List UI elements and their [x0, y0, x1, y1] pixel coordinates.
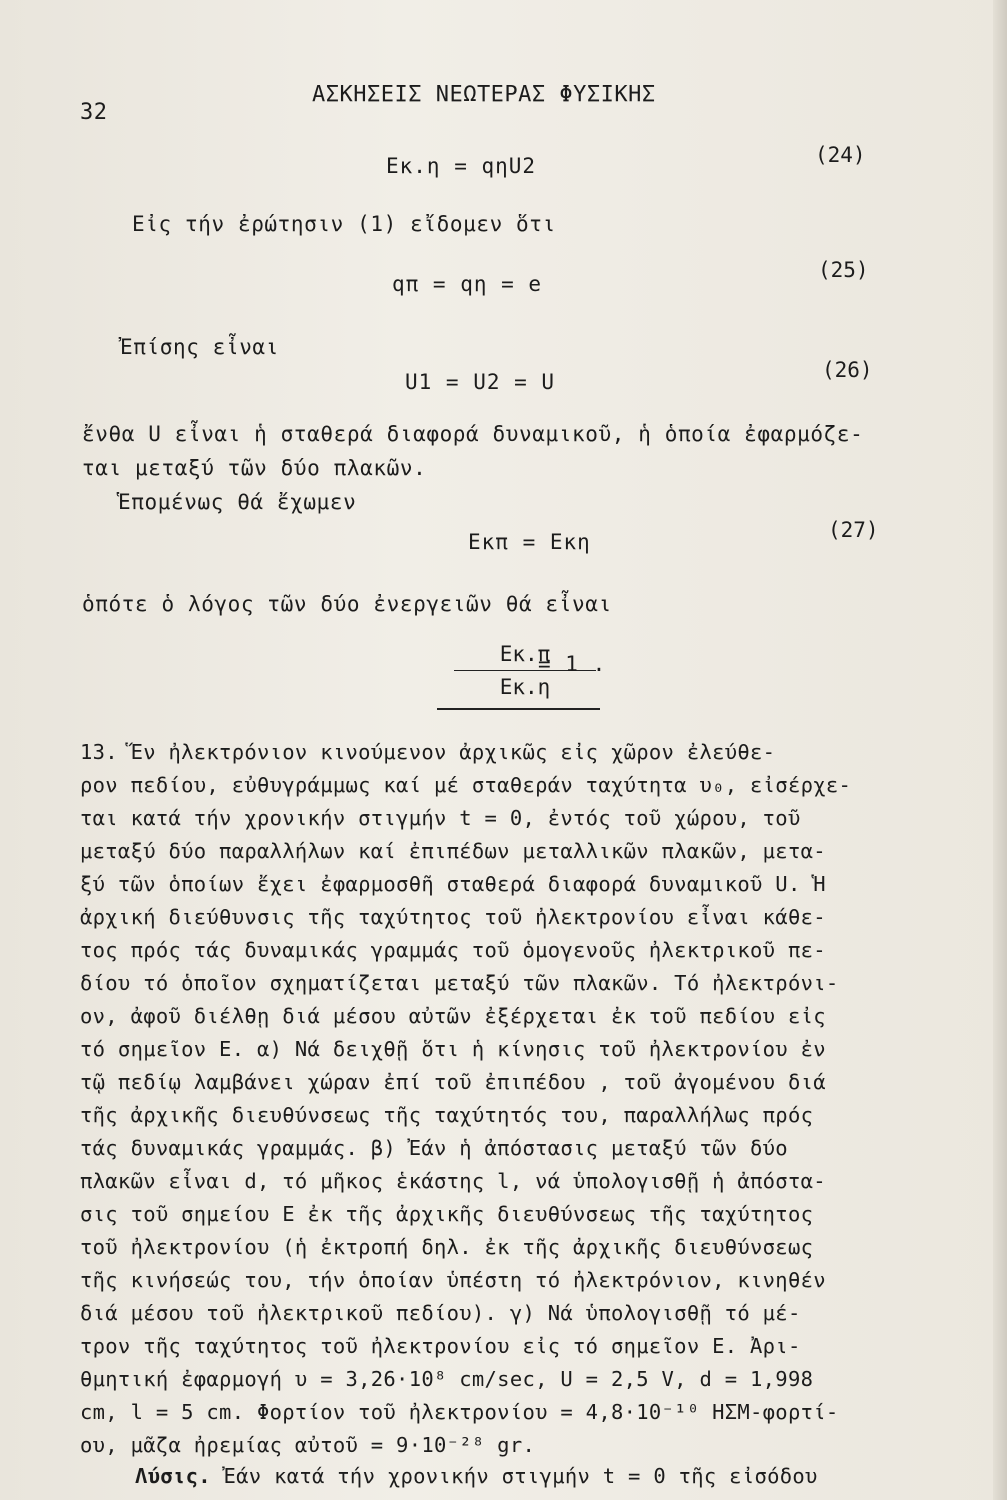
problem-line: τῷ πεδίῳ λαμβάνει χώραν ἐπί τοῦ ἐπιπέδου , τοῦ ἀγομένου διά — [80, 1070, 826, 1094]
page-number: 32 — [80, 100, 108, 125]
problem-line: τρον τῆς ταχύτητος τοῦ ἠλεκτρονίου εἰς τό σημεῖον Ε. Ἀρι- — [80, 1334, 801, 1358]
fraction-numerator: Eκ.π — [499, 642, 551, 666]
problem-line: ρον πεδίου, εὐθυγράμμως καί μέ σταθεράν ταχύτητα υ₀, εἰσέρχε- — [80, 773, 852, 797]
text-line-between-plates: ται μεταξύ τῶν δύο πλακῶν. — [82, 456, 427, 480]
solution-label: Λύσις. — [135, 1464, 211, 1488]
page-edge-shadow — [993, 0, 1007, 1500]
problem-line: τάς δυναμικάς γραμμάς. β) Ἐάν ἡ ἀπόστασις μεταξύ τῶν δύο — [80, 1136, 788, 1160]
solution-start — [135, 1464, 995, 1488]
problem-line: πλακῶν εἶναι d, τό μῆκος ἑκάστης l, νά ὑπολογισθῇ ἡ ἀπόστα- — [80, 1169, 826, 1193]
problem-line: ἀρχική διεύθυνσις τῆς ταχύτητος τοῦ ἠλεκτρονίου εἶναι κάθε- — [80, 905, 826, 929]
ratio-result: = 1 . — [538, 652, 607, 676]
text-line-also: Ἐπίσης εἶναι — [120, 335, 279, 359]
equation-24: Eκ.η = qηU2 — [386, 154, 537, 178]
problem-line: τό σημεῖον Ε. α) Νά δειχθῇ ὅτι ἡ κίνησις τοῦ ἠλεκτρονίου ἐν — [80, 1037, 826, 1061]
text-line-ratio-intro: ὁπότε ὁ λόγος τῶν δύο ἐνεργειῶν θά εἶναι — [82, 592, 612, 616]
problem-line: 13. Ἕν ἠλεκτρόνιον κινούμενον ἀρχικῶς εἰς χῶρον ἐλεύθε- — [80, 740, 776, 764]
problem-line: ον, ἀφοῦ διέλθῃ διά μέσου αὐτῶν ἐξέρχεται ἐκ τοῦ πεδίου εἰς — [80, 1004, 826, 1028]
running-title: ΑΣΚΗΣΕΙΣ ΝΕΩΤΕΡΑΣ ΦΥΣΙΚΗΣ — [312, 82, 656, 107]
problem-line: σις τοῦ σημείου Ε ἐκ τῆς ἀρχικῆς διευθύνσεως τῆς ταχύτητος — [80, 1202, 814, 1226]
equation-number-27: (27) — [828, 518, 879, 542]
section-divider — [437, 708, 600, 710]
text-line-where-u: ἔνθα U εἶναι ἡ σταθερά διαφορά δυναμικοῦ, ἡ ὁποία ἐφαρμόζε- — [82, 422, 864, 446]
problem-line: τῆς ἀρχικῆς διευθύνσεως τῆς ταχύτητός του, παραλλήλως πρός — [80, 1103, 814, 1127]
equation-25: qπ = qη = e — [392, 272, 543, 296]
fraction-denominator: Eκ.η — [499, 675, 551, 699]
equation-27: Eκπ = Eκη — [468, 530, 591, 554]
problem-line: ξύ τῶν ὁποίων ἔχει ἐφαρμοσθῆ σταθερά διαφορά δυναμικοῦ U. Ἡ — [80, 872, 826, 896]
problem-line: δίου τό ὁποῖον σχηματίζεται μεταξύ τῶν πλακῶν. Τό ἠλεκτρόνι- — [80, 971, 839, 995]
problem-line: μεταξύ δύο παραλλήλων καί ἐπιπέδων μεταλλικῶν πλακῶν, μετα- — [80, 839, 826, 863]
text-line-therefore: Ἑπομένως θά ἔχωμεν — [118, 490, 357, 514]
problem-line: διά μέσου τοῦ ἠλεκτρικοῦ πεδίου). γ) Νά ὑπολογισθῇ τό μέ- — [80, 1301, 801, 1325]
problem-line: τος πρός τάς δυναμικάς γραμμάς τοῦ ὁμογενοῦς ἠλεκτρικοῦ πε- — [80, 938, 826, 962]
problem-line: τῆς κινήσεώς του, τήν ὁποίαν ὑπέστη τό ἠλεκτρόνιον, κινηθέν — [80, 1268, 826, 1292]
equation-26: U1 = U2 = U — [405, 370, 556, 394]
problem-line: θμητική ἐφαρμογή υ = 3,26·10⁸ cm/sec, U = 2,5 V, d = 1,998 — [80, 1367, 814, 1391]
equation-number-26: (26) — [822, 358, 873, 382]
problem-line: ται κατά τήν χρονικήν στιγμήν t = 0, ἐντός τοῦ χώρου, τοῦ — [80, 806, 801, 830]
solution-text: Ἐάν κατά τήν χρονικήν στιγμήν t = 0 τῆς εἰσόδου — [210, 1464, 818, 1488]
equation-number-24: (24) — [815, 143, 866, 167]
equation-number-25: (25) — [818, 258, 869, 282]
text-line-question-ref: Εἰς τήν ἐρώτησιν (1) εἴδομεν ὅτι — [132, 212, 556, 236]
problem-line: τοῦ ἠλεκτρονίου (ἡ ἐκτροπή δηλ. ἐκ τῆς ἀρχικῆς διευθύνσεως — [80, 1235, 814, 1259]
problem-line: ου, μᾶζα ἠρεμίας αὐτοῦ = 9·10⁻²⁸ gr. — [80, 1433, 536, 1457]
problem-line: cm, l = 5 cm. Φορτίον τοῦ ἠλεκτρονίου = 4,8·10⁻¹⁰ ΗΣΜ-φορτί- — [80, 1400, 839, 1424]
